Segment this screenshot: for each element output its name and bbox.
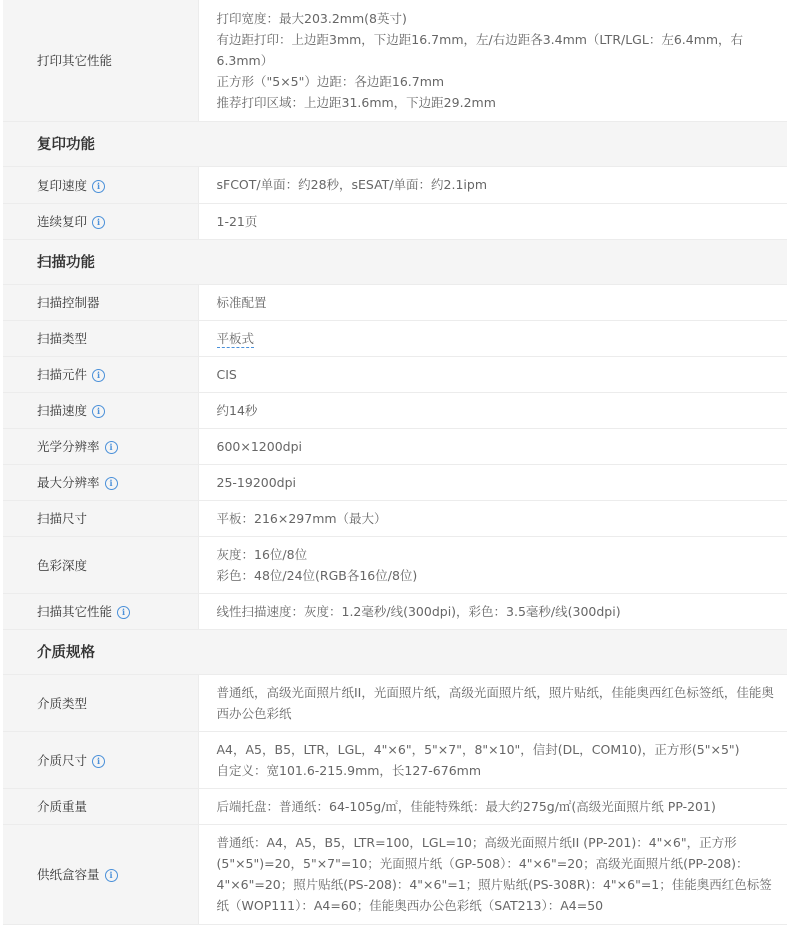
row-label: 扫描尺寸 [3,500,198,536]
row-value: 普通纸，高级光面照片纸II，光面照片纸，高级光面照片纸，照片贴纸，佳能奥西红色标签纸，佳能奥西办公色彩纸 [198,674,787,731]
table-row [3,320,787,356]
section-header-scan [3,239,787,284]
info-icon[interactable]: i [92,216,105,229]
section-header-copy [3,121,787,166]
row-label: 供纸盒容量 i [3,824,198,924]
spec-table-container [3,0,787,925]
row-value: 普通纸：A4，A5，B5，LTR=100，LGL=10；高级光面照片纸II (PP-201)：4"×6"，正方形(5"×5")=20，5"×7"=10；光面照片纸（GP-508）：4"×6"=20；高级光面照片纸(PP-208)：4"×6"=20；照片贴纸(PS-208)：4"×6"=1；照片贴纸(PS-308R)：4"×6"=1；佳能奥西红色标签纸（WOP111）：A4=60；佳能奥西办公色彩纸（SAT213）：A4=50 [198,824,787,924]
value-line: 灰度：16位/8位 [216,546,308,562]
table-row [3,788,787,824]
info-icon[interactable]: i [92,405,105,418]
value-line: 彩色：48位/24位(RGB各16位/8位) [216,567,418,583]
table-row [3,731,787,788]
row-label: 色彩深度 [3,536,198,593]
row-label: 介质类型 [3,674,198,731]
row-value: 25-19200dpi [198,464,787,500]
row-value [198,536,787,593]
info-icon[interactable]: i [92,369,105,382]
row-label: 扫描控制器 [3,284,198,320]
info-icon[interactable]: i [105,869,118,882]
row-value: 平板：216×297mm（最大） [198,500,787,536]
row-value: 600×1200dpi [198,428,787,464]
spec-table [3,0,787,925]
table-row [3,166,787,203]
table-row [3,674,787,731]
section-title: 复印功能 [3,121,787,166]
scan-type-link[interactable]: 平板式 [216,330,255,346]
row-label: 介质重量 [3,788,198,824]
row-value: 标准配置 [198,284,787,320]
table-row [3,593,787,629]
row-label: 打印其它性能 [3,0,198,121]
section-header-media [3,629,787,674]
row-label: 最大分辨率 i [3,464,198,500]
row-label: 介质尺寸 i [3,731,198,788]
row-value: sFCOT/单面：约28秒，sESAT/单面：约2.1ipm [198,166,787,203]
table-row [3,284,787,320]
table-row [3,356,787,392]
row-value: 线性扫描速度：灰度：1.2毫秒/线(300dpi)，彩色：3.5毫秒/线(300dpi) [198,593,787,629]
row-label: 光学分辨率 i [3,428,198,464]
row-value [198,320,787,356]
row-label: 扫描其它性能 i [3,593,198,629]
table-row [3,428,787,464]
value-line: 正方形（"5×5"）边距：各边距16.7mm [216,73,445,89]
row-label: 扫描类型 [3,320,198,356]
table-row [3,536,787,593]
value-line: 推荐打印区域：上边距31.6mm，下边距29.2mm [216,94,496,110]
row-value [198,0,787,121]
value-line: 打印宽度：最大203.2mm(8英寸) [216,10,407,26]
row-value: 1-21页 [198,203,787,239]
info-icon[interactable]: i [105,477,118,490]
info-icon[interactable]: i [105,441,118,454]
table-row [3,464,787,500]
value-line: A4，A5，B5，LTR，LGL，4"×6"，5"×7"，8"×10"，信封(DL，COM10)，正方形(5"×5") [216,741,740,757]
row-label: 扫描速度 i [3,392,198,428]
table-row [3,203,787,239]
section-title: 介质规格 [3,629,787,674]
info-icon[interactable]: i [117,606,130,619]
row-value: 后端托盘：普通纸：64-105g/㎡，佳能特殊纸：最大约275g/㎡(高级光面照片纸 PP-201) [198,788,787,824]
section-title: 扫描功能 [3,239,787,284]
table-row [3,824,787,924]
value-line: 自定义：宽101.6-215.9mm，长127-676mm [216,762,482,778]
table-row [3,392,787,428]
table-row [3,0,787,121]
row-label: 连续复印 i [3,203,198,239]
row-value: CIS [198,356,787,392]
row-value [198,731,787,788]
row-value: 约14秒 [198,392,787,428]
table-row [3,500,787,536]
value-line: 有边距打印：上边距3mm，下边距16.7mm，左/右边距各3.4mm（LTR/LGL：左6.4mm，右6.3mm） [216,31,744,68]
row-label: 复印速度 i [3,166,198,203]
info-icon[interactable]: i [92,755,105,768]
info-icon[interactable]: i [92,180,105,193]
row-label: 扫描元件 i [3,356,198,392]
